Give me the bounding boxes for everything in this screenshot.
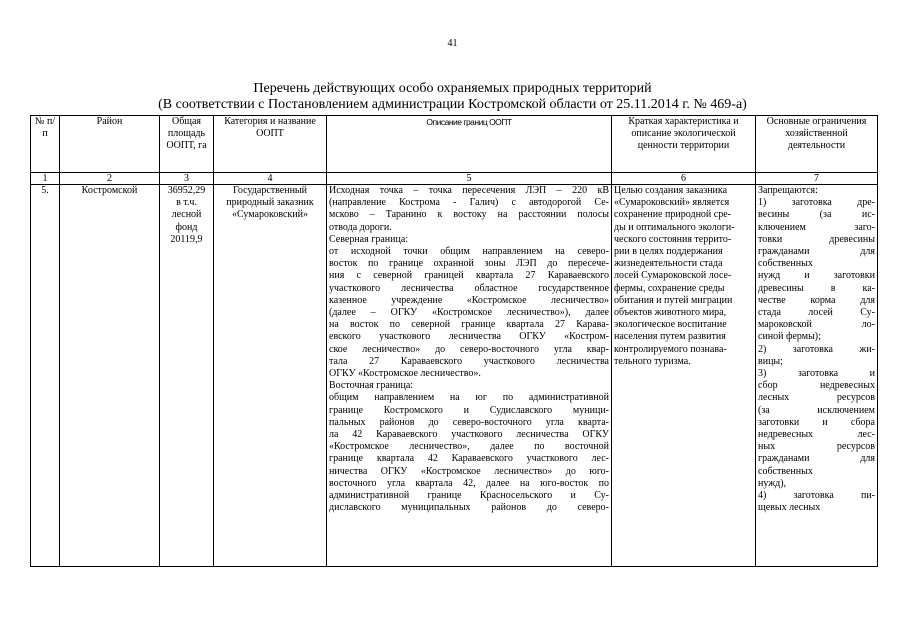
text-line: «Сумароковский» является <box>614 197 730 209</box>
text-line: Целью создания заказника <box>614 185 728 196</box>
page-number: 41 <box>447 38 458 49</box>
text-line: контролируемого познава- <box>614 343 727 355</box>
row-restrictions <box>756 185 878 567</box>
text-line: (направление Кострома - Галич) с автодорогой Се- <box>329 197 609 209</box>
text-line: тельного туризма. <box>614 355 691 367</box>
text-line: лосей Сумароковской лосе- <box>614 270 732 282</box>
column-numbers-row <box>31 173 878 185</box>
column-number: 5 <box>327 173 612 185</box>
text-line: границе квартала 42 Караваевского участкового лес- <box>329 453 609 465</box>
area-line: фонд <box>175 221 198 233</box>
row-number: 5. <box>31 185 60 567</box>
header-area: Общая площадь ООПТ, га <box>160 116 214 173</box>
text-line: ничества ОГКУ «Костромское лесничество» до юго- <box>329 465 609 477</box>
title-line-2: (В соответствии с Постановлением администрации Костромской области от 25.11.2014 г. № 469-а) <box>158 97 747 112</box>
table-header-row <box>31 116 878 173</box>
text-line: вицы; <box>758 355 783 367</box>
column-number: 1 <box>31 173 60 185</box>
column-number: 2 <box>60 173 160 185</box>
text-line: товки древесины <box>758 233 875 245</box>
text-line: заготовки и сбора <box>758 416 875 428</box>
text-line: ческого состояния террито- <box>614 233 732 245</box>
area-line: 36952,29 <box>167 185 206 196</box>
header-number: № п/п <box>31 116 60 173</box>
text-line: честве корма для <box>758 294 875 306</box>
text-line: объектов животного мира, <box>614 307 727 319</box>
text-line: тала 27 Караваевского участкового лесничества <box>329 355 609 367</box>
text-line: административной границе Красносельского и Су- <box>329 490 609 502</box>
text-line: евского участкового лесничества ОГКУ «Костром- <box>329 331 609 343</box>
area-line: 20119,9 <box>170 233 203 245</box>
text-line: собственных <box>758 465 813 477</box>
text-line: «Костромское лесничество», далее по восточной <box>329 441 609 453</box>
text-line: фермы, сохранение среды <box>614 282 725 294</box>
text-line: ных ресурсов <box>758 441 875 453</box>
text-line: недревесных лес- <box>758 429 875 441</box>
text-line: диславского муниципальных районов до северо- <box>329 502 609 514</box>
text-line: ключением заго- <box>758 221 875 233</box>
row-characteristics <box>612 185 756 567</box>
text-line: ды и оптимального экологи- <box>614 221 735 233</box>
text-line: сохранение природной сре- <box>614 209 731 221</box>
area-line: лесной <box>171 209 202 221</box>
text-line: ОГКУ «Костромское лесничество». <box>329 368 481 380</box>
header-restrictions: Основные ограничения хозяйственной деятельности <box>756 116 878 173</box>
text-line: обитания и путей миграции <box>614 294 733 306</box>
text-line: стада лосей Су- <box>758 307 875 319</box>
text-line: (далее – ОГКУ «Костромское лесничество»), далее <box>329 307 609 319</box>
text-line: нужд и заготовки <box>758 270 875 282</box>
text-line: пальных районов до северо-восточного угла кварта- <box>329 416 609 428</box>
text-line: гражданами для <box>758 453 875 465</box>
row-area <box>160 185 214 567</box>
text-line: собственных <box>758 258 813 270</box>
text-line: сбор недревесных <box>758 380 875 392</box>
text-line: от исходной точки общим направлением на северо- <box>329 246 609 258</box>
protected-areas-table <box>30 115 878 567</box>
text-line: ла 42 Караваевского участкового лесничества ОГКУ <box>329 429 609 441</box>
header-boundaries: Описание границ ООПТ <box>327 116 612 173</box>
text-line: (за исключением <box>758 404 875 416</box>
text-line: 1) заготовка дре- <box>758 197 875 209</box>
text-line: восточного угла квартала 42, далее на юго-восток по <box>329 477 609 489</box>
text-line: 3) заготовка и <box>758 368 875 380</box>
text-line: границе Костромского и Судиславского муници- <box>329 404 609 416</box>
text-line: ское лесничество» до северо-восточного угла квар- <box>329 343 609 355</box>
text-line: синой фермы); <box>758 331 821 343</box>
text-line: экологическое воспитание <box>614 319 727 331</box>
column-number: 4 <box>214 173 327 185</box>
row-boundaries <box>327 185 612 567</box>
header-characteristics: Краткая характеристика и описание экологической ценности территории <box>612 116 756 173</box>
text-line: Запрещаются: <box>758 185 818 196</box>
header-district: Район <box>60 116 160 173</box>
text-line: казенное учреждение «Костромское лесничество» <box>329 294 609 306</box>
row-district: Костромской <box>60 185 160 567</box>
text-line: щевых лесных <box>758 502 821 514</box>
area-line: в т.ч. <box>176 197 197 209</box>
text-line: 4) заготовка пи- <box>758 490 875 502</box>
table-row <box>31 185 878 567</box>
text-line: участкового лесничества областное государственное <box>329 282 609 294</box>
text-line: древесины в ка- <box>758 282 875 294</box>
text-line: жизнедеятельности стада <box>614 258 723 270</box>
text-line: 2) заготовка жи- <box>758 343 875 355</box>
header-category: Категория и название ООПТ <box>214 116 327 173</box>
text-line: Северная граница: <box>329 233 409 245</box>
column-number: 3 <box>160 173 214 185</box>
text-line: отвода дороги. <box>329 221 392 233</box>
text-line: общим направлением на юг по административной <box>329 392 609 404</box>
text-line: Исходная точка – точка пересечения ЛЭП – 220 кВ <box>329 185 609 196</box>
row-category: Государственный природный заказник «Сумароковский» <box>214 185 327 567</box>
text-line: гражданами для <box>758 246 875 258</box>
text-line: весины (за ис- <box>758 209 875 221</box>
text-line: населения путем развития <box>614 331 726 343</box>
title-line-1: Перечень действующих особо охраняемых природных территорий <box>253 81 652 96</box>
text-line: на восток по северной границе квартала 27 Карава- <box>329 319 609 331</box>
text-line: нужд), <box>758 477 787 489</box>
text-line: лесных ресурсов <box>758 392 875 404</box>
text-line: Восточная граница: <box>329 380 414 392</box>
document-title <box>0 81 905 113</box>
text-line: мароковской ло- <box>758 319 875 331</box>
text-line: ния с северной границей квартала 27 Караваевского <box>329 270 609 282</box>
text-line: рии в целях поддержания <box>614 246 723 258</box>
column-number: 6 <box>612 173 756 185</box>
text-line: восток по границе охранной зоны ЛЭП до пересече- <box>329 258 609 270</box>
column-number: 7 <box>756 173 878 185</box>
text-line: мсково – Таранино к востоку на расстоянии полосы <box>329 209 609 221</box>
